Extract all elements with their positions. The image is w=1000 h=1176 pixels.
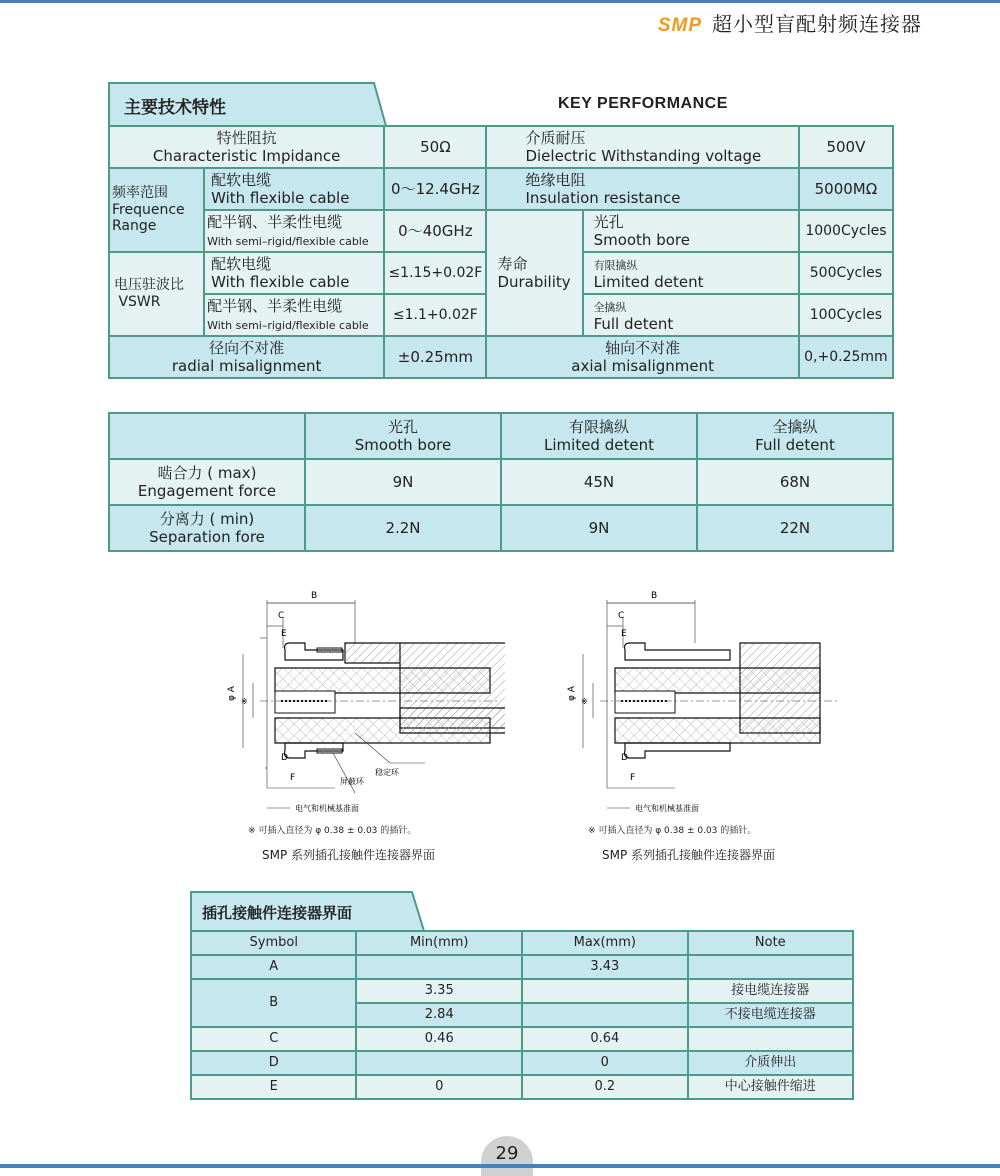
vswr-flex-label: 配软电缆 With flexible cable bbox=[204, 252, 384, 294]
dim-label-c: C bbox=[278, 611, 285, 621]
engagement-limited: 45N bbox=[501, 459, 697, 505]
impedance-label: 特性阻抗 Characteristic Impidance bbox=[109, 126, 384, 168]
page-number: 29 bbox=[481, 1136, 533, 1176]
freq-semi-value: 0～40GHz bbox=[384, 210, 486, 252]
section1-title: 主要技术特性 bbox=[124, 98, 226, 118]
min-cell bbox=[356, 955, 522, 979]
vswr-semi-label: 配半钢、半柔性电缆 With semi–rigid/flexible cable bbox=[204, 294, 384, 336]
dim-label-d: D bbox=[281, 753, 288, 763]
section2-title: 插孔接触件连接器界面 bbox=[202, 904, 353, 922]
min-cell: 3.35 bbox=[356, 979, 522, 1003]
radial-label: 径向不对准 radial misalignment bbox=[109, 336, 384, 378]
note-cell: 中心接触件缩进 bbox=[688, 1075, 853, 1099]
page-header bbox=[658, 8, 922, 37]
force-header-empty bbox=[109, 413, 305, 459]
insulation-value: 5000MΩ bbox=[799, 168, 893, 210]
note-cell: 不接电缆连接器 bbox=[688, 1003, 853, 1027]
min-cell bbox=[356, 1051, 522, 1075]
table-row bbox=[191, 1075, 853, 1099]
table-row bbox=[191, 1027, 853, 1051]
footnote-2: ※ 可插入直径为 φ 0.38 ± 0.03 的插针。 bbox=[588, 826, 757, 836]
star-mark: ※ bbox=[581, 697, 588, 706]
col-header-min: Min(mm) bbox=[356, 931, 522, 955]
separation-limited: 9N bbox=[501, 505, 697, 551]
durability-full-value: 100Cycles bbox=[799, 294, 893, 336]
dielectric-label: 介质耐压 Dielectric Withstanding voltage bbox=[486, 126, 798, 168]
insulation-label: 绝缘电阻 Insulation resistance bbox=[486, 168, 798, 210]
dim-label-c: C bbox=[618, 611, 625, 621]
table-row bbox=[191, 955, 853, 979]
force-header-limited: 有限擒纵 Limited detent bbox=[501, 413, 697, 459]
col-header-max: Max(mm) bbox=[522, 931, 688, 955]
dim-label-f: F bbox=[290, 773, 296, 783]
note-cell bbox=[688, 1027, 853, 1051]
table-row bbox=[109, 459, 893, 505]
brand-label: SMP bbox=[657, 15, 702, 36]
engagement-label: 啮合力 ( max) Engagement force bbox=[109, 459, 305, 505]
durability-full-label: 全擒纵 Full detent bbox=[583, 294, 799, 336]
footnote-1: ※ 可插入直径为 φ 0.38 ± 0.03 的插针。 bbox=[248, 826, 417, 836]
symbol-cell: D bbox=[191, 1051, 356, 1075]
dim-label-d: D bbox=[621, 753, 628, 763]
table-row bbox=[191, 979, 853, 1003]
durability-limited-value: 500Cycles bbox=[799, 252, 893, 294]
durability-limited-label: 有限擒纵 Limited detent bbox=[583, 252, 799, 294]
dimension-table bbox=[190, 930, 854, 1100]
separation-full: 22N bbox=[697, 505, 893, 551]
max-cell: 0.2 bbox=[522, 1075, 688, 1099]
max-cell: 0 bbox=[522, 1051, 688, 1075]
force-header-smooth: 光孔 Smooth bore bbox=[305, 413, 501, 459]
symbol-cell: E bbox=[191, 1075, 356, 1099]
table-row bbox=[191, 1051, 853, 1075]
min-cell: 2.84 bbox=[356, 1003, 522, 1027]
vswr-semi-value: ≤1.1+0.02F bbox=[384, 294, 486, 336]
bottom-rule bbox=[0, 1164, 1000, 1168]
freq-flex-value: 0～12.4GHz bbox=[384, 168, 486, 210]
note-cell: 接电缆连接器 bbox=[688, 979, 853, 1003]
symbol-cell: C bbox=[191, 1027, 356, 1051]
symbol-cell: B bbox=[191, 979, 356, 1027]
min-cell: 0 bbox=[356, 1075, 522, 1099]
max-cell: 3.43 bbox=[522, 955, 688, 979]
vswr-flex-value: ≤1.15+0.02F bbox=[384, 252, 486, 294]
dim-label-e: E bbox=[281, 629, 287, 639]
force-table bbox=[108, 412, 894, 552]
dim-label-b: B bbox=[651, 591, 658, 601]
shield-ring-label: 屏蔽环 bbox=[340, 777, 364, 786]
key-performance-table bbox=[108, 125, 894, 379]
key-performance-title: KEY PERFORMANCE bbox=[558, 95, 728, 112]
note-cell: 介质伸出 bbox=[688, 1051, 853, 1075]
connector-diagram-with-cable bbox=[215, 588, 505, 818]
separation-label: 分离力 ( min) Separation fore bbox=[109, 505, 305, 551]
star-mark: ※ bbox=[241, 697, 248, 706]
durability-label: 寿命 Durability bbox=[486, 210, 582, 336]
freq-flex-label: 配软电缆 With flexible cable bbox=[204, 168, 384, 210]
connector-diagram-without-cable bbox=[555, 588, 845, 818]
durability-smooth-value: 1000Cycles bbox=[799, 210, 893, 252]
dim-label-f: F bbox=[630, 773, 636, 783]
engagement-full: 68N bbox=[697, 459, 893, 505]
max-cell bbox=[522, 1003, 688, 1027]
dim-label-a: φ A bbox=[567, 686, 577, 701]
diagram-caption-1: SMP 系列插孔接触件连接器界面 bbox=[262, 848, 436, 862]
min-cell: 0.46 bbox=[356, 1027, 522, 1051]
dim-label-b: B bbox=[311, 591, 318, 601]
dim-label-a: φ A bbox=[227, 686, 237, 701]
max-cell: 0.64 bbox=[522, 1027, 688, 1051]
durability-smooth-label: 光孔 Smooth bore bbox=[583, 210, 799, 252]
vswr-label: 电压驻波比 VSWR bbox=[109, 252, 204, 336]
symbol-cell: A bbox=[191, 955, 356, 979]
impedance-value: 50Ω bbox=[384, 126, 486, 168]
top-rule bbox=[0, 0, 1000, 3]
axial-label: 轴向不对准 axial misalignment bbox=[486, 336, 798, 378]
separation-smooth: 2.2N bbox=[305, 505, 501, 551]
frequency-label: 频率范围 Frequence Range bbox=[109, 168, 204, 252]
freq-semi-label: 配半钢、半柔性电缆 With semi–rigid/flexible cable bbox=[204, 210, 384, 252]
radial-value: ±0.25mm bbox=[384, 336, 486, 378]
engagement-smooth: 9N bbox=[305, 459, 501, 505]
col-header-symbol: Symbol bbox=[191, 931, 356, 955]
force-header-full: 全擒纵 Full detent bbox=[697, 413, 893, 459]
dielectric-value: 500V bbox=[799, 126, 893, 168]
header-title: 超小型盲配射频连接器 bbox=[712, 12, 922, 36]
dim-label-e: E bbox=[621, 629, 627, 639]
col-header-note: Note bbox=[688, 931, 853, 955]
max-cell bbox=[522, 979, 688, 1003]
table-row bbox=[109, 505, 893, 551]
stable-ring-label: 稳定环 bbox=[375, 768, 399, 777]
note-cell bbox=[688, 955, 853, 979]
axial-value: 0,+0.25mm bbox=[799, 336, 893, 378]
reference-plane-label: 电气和机械基准面 bbox=[295, 804, 359, 813]
diagram-caption-2: SMP 系列插孔接触件连接器界面 bbox=[602, 848, 776, 862]
reference-plane-label: 电气和机械基准面 bbox=[635, 804, 699, 813]
